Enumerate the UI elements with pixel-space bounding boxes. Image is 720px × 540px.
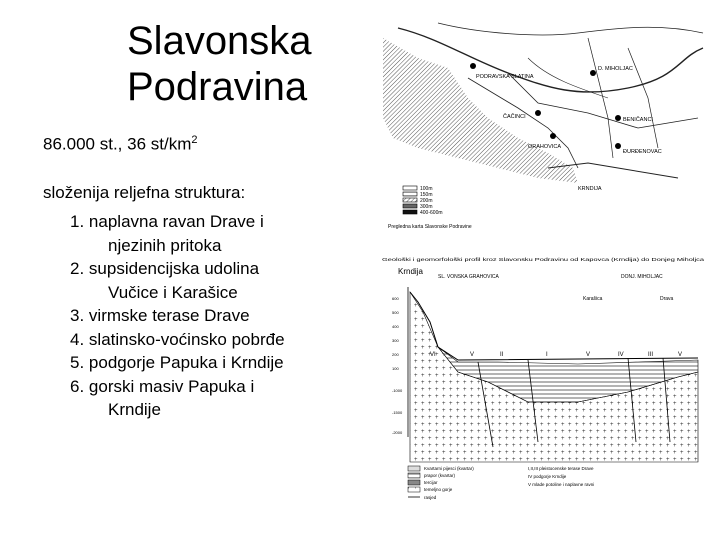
list-item: 5. podgorje Papuka i Krndije bbox=[70, 353, 284, 372]
svg-text:prapor (kvartar): prapor (kvartar) bbox=[424, 473, 456, 478]
town-durdenovac: ĐURĐENOVAC bbox=[623, 149, 662, 155]
svg-text:tercijar: tercijar bbox=[424, 480, 438, 485]
label-drava: Drava bbox=[660, 296, 674, 302]
svg-text:IV podgorje Krndije: IV podgorje Krndije bbox=[528, 474, 567, 479]
relief-heading: složenija reljefna struktura: bbox=[43, 183, 246, 202]
list-item: 6. gorski masiv Papuka i Krndije bbox=[70, 376, 255, 419]
svg-text:200: 200 bbox=[392, 352, 399, 357]
town-orahovica: ORAHOVICA bbox=[528, 144, 562, 150]
svg-text:500: 500 bbox=[392, 310, 399, 315]
svg-text:I: I bbox=[546, 352, 548, 358]
svg-text:-1500: -1500 bbox=[392, 410, 403, 415]
geological-profile bbox=[378, 252, 708, 514]
svg-text:300: 300 bbox=[392, 338, 399, 343]
svg-text:150m: 150m bbox=[420, 192, 433, 198]
svg-text:100: 100 bbox=[392, 366, 399, 371]
label-karasica: Karašica bbox=[583, 296, 603, 302]
profile-caption: Geološki i geomorfološki profil kroz Slavonsku Podravinu od Kapovca (Krndija) do Donjeg Miholjca bbox=[382, 257, 706, 262]
svg-text:400: 400 bbox=[392, 324, 399, 329]
list-item: 1. naplavna ravan Drave i njezinih pritoka bbox=[70, 212, 264, 255]
svg-text:Kvartarni pijesci (kvartar): Kvartarni pijesci (kvartar) bbox=[424, 466, 474, 471]
svg-text:-1000: -1000 bbox=[392, 388, 403, 393]
svg-text:V: V bbox=[470, 352, 475, 358]
stats-text: 86.000 st., 36 st/km bbox=[43, 134, 192, 154]
svg-text:rasjed: rasjed bbox=[424, 495, 437, 500]
svg-text:V: V bbox=[678, 352, 683, 358]
svg-text:100m: 100m bbox=[420, 186, 433, 192]
svg-text:600: 600 bbox=[392, 296, 399, 301]
svg-text:temeljno gorje: temeljno gorje bbox=[424, 487, 453, 492]
list-item: 3. virmske terase Drave bbox=[70, 306, 250, 325]
svg-text:III: III bbox=[648, 352, 654, 358]
svg-text:I,II,III pleistocenske terase: I,II,III pleistocenske terase Drave bbox=[528, 466, 594, 471]
list-item: 4. slatinsko-voćinsko pobrđe bbox=[70, 329, 285, 349]
relief-list bbox=[70, 210, 340, 422]
title-line-2: Podravina bbox=[127, 65, 308, 109]
town-benicanci: BENIČANCI bbox=[623, 117, 653, 123]
population-stats bbox=[43, 134, 197, 155]
list-item: 2. supsidencijska udolina Vučice i Karašice bbox=[70, 259, 260, 302]
svg-text:V: V bbox=[586, 352, 591, 358]
title-line-1: Slavonska bbox=[127, 19, 312, 63]
town-podravska-slatina: PODRAVSKA SLATINA bbox=[476, 74, 534, 80]
label-grahovica: SL. VONSKA GRAHOVICA bbox=[438, 274, 499, 280]
stats-superscript: 2 bbox=[191, 134, 198, 146]
svg-text:400-600m: 400-600m bbox=[420, 210, 443, 216]
svg-text:II: II bbox=[500, 352, 504, 358]
label-krndija: Krndija bbox=[398, 267, 423, 276]
map-caption: Pregledna karta Slavonske Podravine bbox=[388, 224, 472, 230]
slide-title bbox=[127, 18, 312, 110]
town-d-miholjac: D. MIHOLJAC bbox=[598, 66, 633, 72]
label-miholjac: DONJ. MIHOLJAC bbox=[621, 274, 663, 280]
svg-text:-2000: -2000 bbox=[392, 430, 403, 435]
svg-text:300m: 300m bbox=[420, 204, 433, 210]
town-krndija: KRNDIJA bbox=[578, 186, 602, 192]
svg-text:IV: IV bbox=[618, 352, 624, 358]
svg-text:200m: 200m bbox=[420, 198, 433, 204]
svg-text:VI: VI bbox=[430, 352, 436, 358]
town-cacinci: ČAČINCI bbox=[503, 114, 526, 120]
overview-map bbox=[378, 18, 708, 233]
svg-text:V mlade potoline i naplavne ra: V mlade potoline i naplavne ravni bbox=[528, 482, 595, 487]
